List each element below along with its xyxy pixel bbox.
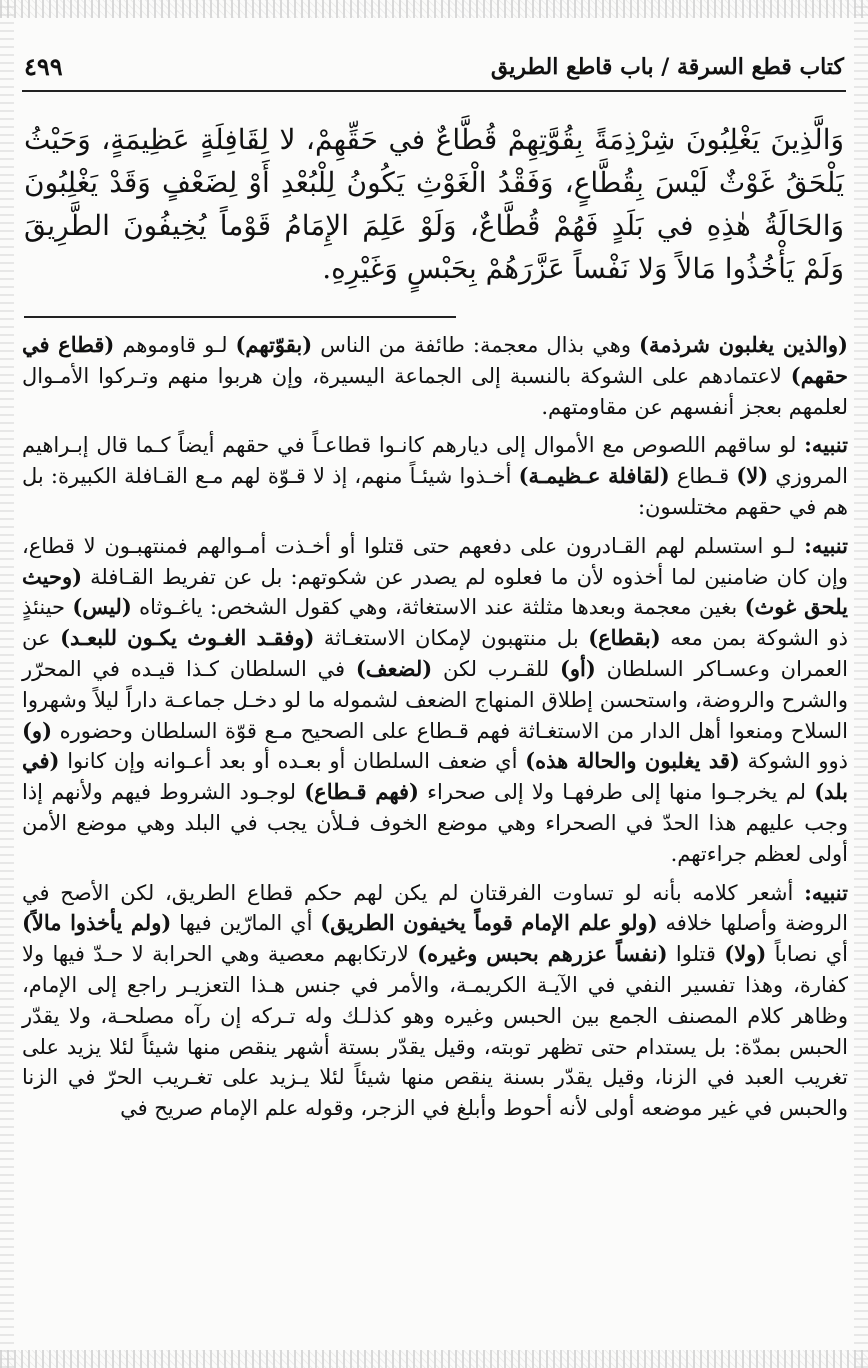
commentary [22, 330, 848, 1124]
quoted-matn: (أو) [559, 655, 596, 681]
commentary-text: أي المارّين فيها [171, 911, 321, 936]
commentary-text: للقـرب لكن [432, 656, 560, 681]
quoted-matn: (بقوّتهم) [235, 332, 313, 357]
commentary-text: أي ضعف السلطان أو بعـده أو بعد أعـوانه وإن كانوا [59, 749, 526, 774]
commentary-paragraph-3 [22, 531, 848, 870]
commentary-text: قـطاع [669, 464, 737, 489]
quoted-matn: (وفقـد الغـوث يكـون للبعـد) [60, 625, 315, 651]
footnote-divider [24, 316, 456, 318]
commentary-text: لم يخرجـوا منها إلى طرفهـا ولا إلى صحراء [418, 780, 815, 805]
quoted-matn: (ولا) [724, 941, 767, 967]
commentary-text: ذوو الشوكة [739, 749, 848, 774]
running-header [22, 52, 846, 92]
chapter-title: كتاب قطع السرقة / باب قاطع الطريق [490, 54, 844, 80]
tanbih-label: تنبيه: [804, 879, 848, 905]
quoted-matn: (والذين يغلبون شرذمة) [639, 332, 848, 357]
page-border-right [854, 0, 868, 1368]
commentary-text: عن العمران وعسـاكر السلطان [22, 626, 848, 681]
quoted-matn: (بقطاع) [588, 625, 661, 651]
commentary-paragraph-2 [22, 430, 848, 522]
quoted-matn: (ولم يأخذوا مالاً) [22, 910, 172, 936]
quoted-matn: (قطاع في حقهم) [22, 332, 848, 388]
quoted-matn: (ولو علم الإمام قوماً يخيفون الطريق) [320, 910, 658, 936]
commentary-text: أشعر كلامه بأنه لو تساوت الفرقتان لم يكن لهم حكم قطاع الطريق، لكن الأصح في الروضة وأصلها خلافه [22, 880, 849, 936]
quoted-matn: (لقافلة عـظيمـة) [518, 463, 670, 489]
page-number: ٤٩٩ [24, 52, 63, 81]
quoted-matn: (قد يغلبون والحالة هذه) [525, 748, 740, 774]
tanbih-label: تنبيه: [804, 432, 848, 458]
matn-text: وَالَّذِينَ يَغْلِبُونَ شِرْذِمَةً بِقُوَّتِهِمْ قُطَّاعٌ في حَقِّهِمْ، لا لِقَافِلَةٍ عَظِيمَةٍ، وَحَيْثُ يَلْحَقُ غَوْثٌ لَيْسَ بِقُطَّاعٍ، وَفَقْدُ الْغَوْثِ يَكُونُ لِلْبُعْدِ أَوْ لِضَعْفٍ وَقَدْ يَغْلِبُونَ وَالحَالَةُ هٰذِهِ في بَلَدٍ فَهُمْ قُطَّاعٌ، وَلَوْ عَلِمَ الإِمَامُ قَوْماً يُخِيفُونَ الطَّرِيقَ وَلَمْ يَأْخُذُوا مَالاً وَلا نَفْساً عَزَّرَهُمْ بِحَبْسٍ وَغَيْرِهِ. [24, 123, 844, 285]
commentary-text: أخـذوا شيئـاً منهم، إذ لا قـوّة لهم مـع القـافلة الكبيرة: بل هم في حقهم مختلسون: [22, 464, 848, 519]
commentary-text: لـو قاوموهم [114, 333, 236, 357]
quoted-matn: (لضعف) [355, 655, 433, 681]
quoted-matn: (وحيث يلحق غوث) [22, 563, 848, 620]
commentary-text: لو ساقهم اللصوص مع الأموال إلى ديارهم كانـوا قطاعـاً في حقهم أيضاً كـما قال إبـراهيم المروزي [22, 433, 848, 489]
commentary-text: بل منتهبون لإمكان الاستغـاثة [314, 626, 589, 651]
commentary-text: لارتكابهم معصية وهي الحرابة لا حـدّ فيها ولا كفارة، وهذا تفسير النفي في الآيـة الكريمـة، والأمر في جنس هـذا التعزيـر راجع إلى الإمام، وظاهر كلام المصنف الجمع بين الحبس وغيره وهو كذلـك وله تـركه إن رآه مصلحـة، ولا يقدّر الحبس بمدّة: بل يستدام حتى تظهر توبته، وقيل يقدّر بستة أشهر ينقص منها شيئاً لئلا يزيد على تغريب العبد في الزنا، وقيل يقدّر بسنة ينقص منها شيئاً لئلا يـزيد على تغـريب الحرّ في الزنا والحبس في غير موضعه أولى لأنه أحوط وأبلغ في الزجر، وقوله علم الإمام صريح في [22, 942, 848, 1121]
quoted-matn: (لا) [736, 463, 769, 489]
quoted-matn: (و) [22, 717, 53, 743]
tanbih-label: تنبيه: [804, 532, 848, 558]
page-border-left [0, 0, 14, 1368]
commentary-text: أي نصاباً [766, 942, 848, 967]
quoted-matn: (فهم قـطاع) [304, 779, 419, 805]
commentary-text: وهي بذال معجمة: طائفة من الناس [312, 333, 640, 357]
commentary-text: في السلطان كـذا قيـده في المحرّر والشرح والروضة، واستحسن إطلاق المنهاج الضعف لشموله ما لو دخـل جماعـة داراً ليلاً وشهروا السلاح ومنعوا أهل الدار من الاستغـاثة فهم قـطاع على الصحيح مـع قوّة السلطان وحضوره [22, 656, 848, 743]
page-border-top [0, 0, 868, 18]
page-border-bottom [0, 1350, 868, 1368]
commentary-text: لاعتمادهم على الشوكة بالنسبة إلى الجماعة اليسيرة، وإن هربوا منهم وتـركوا الأمـوال لعلمهم بعجز أنفسهم عن مقاومتهم. [22, 363, 848, 419]
commentary-text: قتلوا [667, 942, 725, 967]
commentary-paragraph-1 [22, 330, 848, 422]
commentary-text: لـو استسلم لهم القـادرون على دفعهم حتى قتلوا أو أخـذت أمـوالهم فمنتهبـون لا قطاع، وإن كان ضامنين لما أخذوه لأن ما فعلوه لم يصدر عن شكوتهم: بل عن تفريط القـافلة [22, 533, 848, 589]
commentary-text: لوجـود الشروط فيهم ولأنهم إذا وجب عليهم هذا الحدّ في الصحراء وهي موضع الخوف فـلأن يجب في البلد وهي موضع الأمن أولى لعظم جراءتهم. [22, 780, 848, 866]
quoted-matn: (ليس) [72, 594, 132, 620]
quoted-matn: (في بلد) [22, 748, 849, 805]
commentary-text: بغين معجمة وبعدها مثلثة عند الاستغاثة، وهي كقول الشخص: ياغـوثاه [131, 595, 745, 620]
quoted-matn: (نفساً عزرهم بحبس وغيره) [417, 941, 668, 967]
commentary-paragraph-4 [22, 878, 848, 1124]
commentary-text: حينئذٍ ذو الشوكة بمن معه [22, 595, 849, 651]
